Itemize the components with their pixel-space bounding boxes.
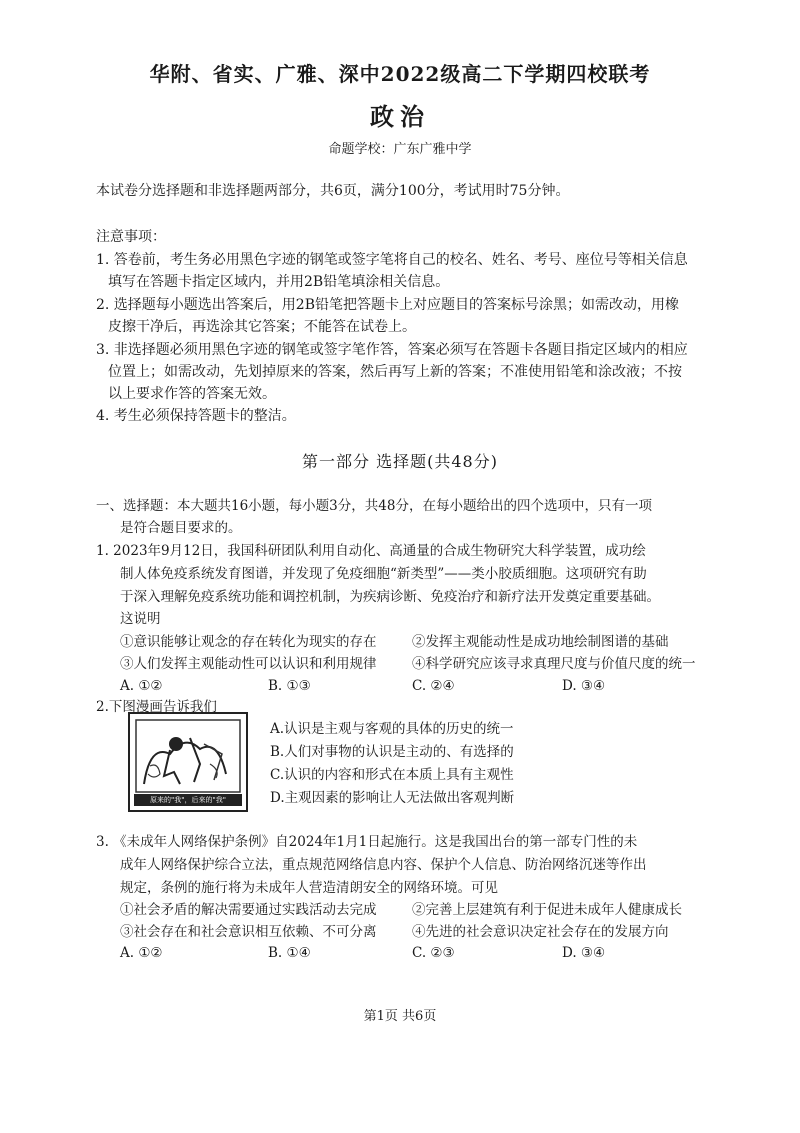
q2-option-b[interactable]: B.人们对事物的认识是主动的、有选择的 bbox=[270, 744, 514, 760]
q1-option-b[interactable]: B. ①③ bbox=[268, 678, 311, 694]
note-item: 1. 答卷前，考生务必用黑色字迹的钢笔或签字笔将自己的校名、姓名、考号、座位号等相关信息 bbox=[96, 252, 688, 268]
q2-stem: 2.下图漫画告诉我们 bbox=[96, 699, 217, 715]
cartoon-image bbox=[128, 712, 248, 812]
page-number: 第1页 共6页 bbox=[363, 1009, 437, 1024]
section-title: 第一部分 选择题(共48分) bbox=[302, 452, 498, 471]
note-item: 以上要求作答的答案无效。 bbox=[108, 386, 276, 402]
q3-statement: ①社会矛盾的解决需要通过实践活动去完成 bbox=[120, 902, 377, 918]
choice-instructions: 是符合题目要求的。 bbox=[120, 520, 242, 536]
q1-option-d[interactable]: D. ③④ bbox=[562, 678, 606, 694]
notes-heading: 注意事项： bbox=[96, 229, 166, 245]
note-item: 填写在答题卡指定区域内，并用2B铅笔填涂相关信息。 bbox=[108, 274, 450, 290]
q2-option-d[interactable]: D.主观因素的影响让人无法做出客观判断 bbox=[270, 790, 515, 806]
q3-statement: ③社会存在和社会意识相互依赖、不可分离 bbox=[120, 924, 377, 940]
note-item: 2. 选择题每小题选出答案后，用2B铅笔把答题卡上对应题目的答案标号涂黑；如需改动，用橡 bbox=[96, 297, 680, 313]
q1-stem: 制人体免疫系统发育图谱，并发现了免疫细胞“新类型”——类小胶质细胞。这项研究有助 bbox=[120, 566, 647, 582]
q3-option-b[interactable]: B. ①④ bbox=[268, 945, 311, 961]
note-item: 位置上；如需改动，先划掉原来的答案，然后再写上新的答案；不准使用铅笔和涂改液；不按 bbox=[108, 364, 682, 380]
q1-statement: ②发挥主观能动性是成功地绘制图谱的基础 bbox=[412, 634, 669, 650]
q2-option-a[interactable]: A.认识是主观与客观的具体的历史的统一 bbox=[270, 721, 514, 737]
note-item: 3. 非选择题必须用黑色字迹的钢笔或签字笔作答，答案必须写在答题卡各题目指定区域内的相应 bbox=[96, 342, 688, 358]
q3-option-d[interactable]: D. ③④ bbox=[562, 945, 606, 961]
q1-stem: 1. 2023年9月12日，我国科研团队利用自动化、高通量的合成生物研究大科学装置，成功绘 bbox=[96, 543, 646, 559]
note-item: 4. 考生必须保持答题卡的整洁。 bbox=[96, 408, 296, 424]
q1-option-c[interactable]: C. ②④ bbox=[412, 678, 455, 694]
choice-instructions: 一、选择题：本大题共16小题，每小题3分，共48分，在每小题给出的四个选项中，只有一项 bbox=[96, 498, 652, 514]
q3-option-a[interactable]: A. ①② bbox=[120, 945, 163, 961]
note-item: 皮擦干净后，再选涂其它答案；不能答在试卷上。 bbox=[108, 319, 416, 335]
q1-stem: 于深入理解免疫系统功能和调控机制，为疾病诊断、免疫治疗和新疗法开发奠定重要基础。 bbox=[120, 589, 660, 605]
q1-statement: ①意识能够让观念的存在转化为现实的存在 bbox=[120, 634, 377, 650]
q1-option-a[interactable]: A. ①② bbox=[120, 678, 163, 694]
q1-stem: 这说明 bbox=[120, 611, 161, 627]
subject-title: 政治 bbox=[370, 102, 430, 131]
exam-title: 华附、省实、广雅、深中2022级高二下学期四校联考 bbox=[149, 62, 651, 86]
setter-school: 命题学校：广东广雅中学 bbox=[328, 142, 472, 157]
exam-intro: 本试卷分选择题和非选择题两部分，共6页，满分100分，考试用时75分钟。 bbox=[96, 183, 570, 199]
q3-stem: 3. 《未成年人网络保护条例》自2024年1月1日起施行。这是我国出台的第一部专门性的未 bbox=[96, 834, 638, 850]
q3-statement: ④先进的社会意识决定社会存在的发展方向 bbox=[412, 924, 669, 940]
q1-statement: ④科学研究应该寻求真理尺度与价值尺度的统一 bbox=[412, 656, 696, 672]
q3-option-c[interactable]: C. ②③ bbox=[412, 945, 455, 961]
q3-stem: 成年人网络保护综合立法，重点规范网络信息内容、保护个人信息、防治网络沉迷等作出 bbox=[120, 857, 647, 873]
cartoon-caption: 原来的"我"，后来的"我" bbox=[134, 794, 242, 806]
q3-statement: ②完善上层建筑有利于促进未成年人健康成长 bbox=[412, 902, 682, 918]
q3-stem: 规定，条例的施行将为未成年人营造清朗安全的网络环境。可见 bbox=[120, 880, 498, 896]
q2-option-c[interactable]: C.认识的内容和形式在本质上具有主观性 bbox=[270, 767, 514, 783]
q1-statement: ③人们发挥主观能动性可以认识和利用规律 bbox=[120, 656, 377, 672]
